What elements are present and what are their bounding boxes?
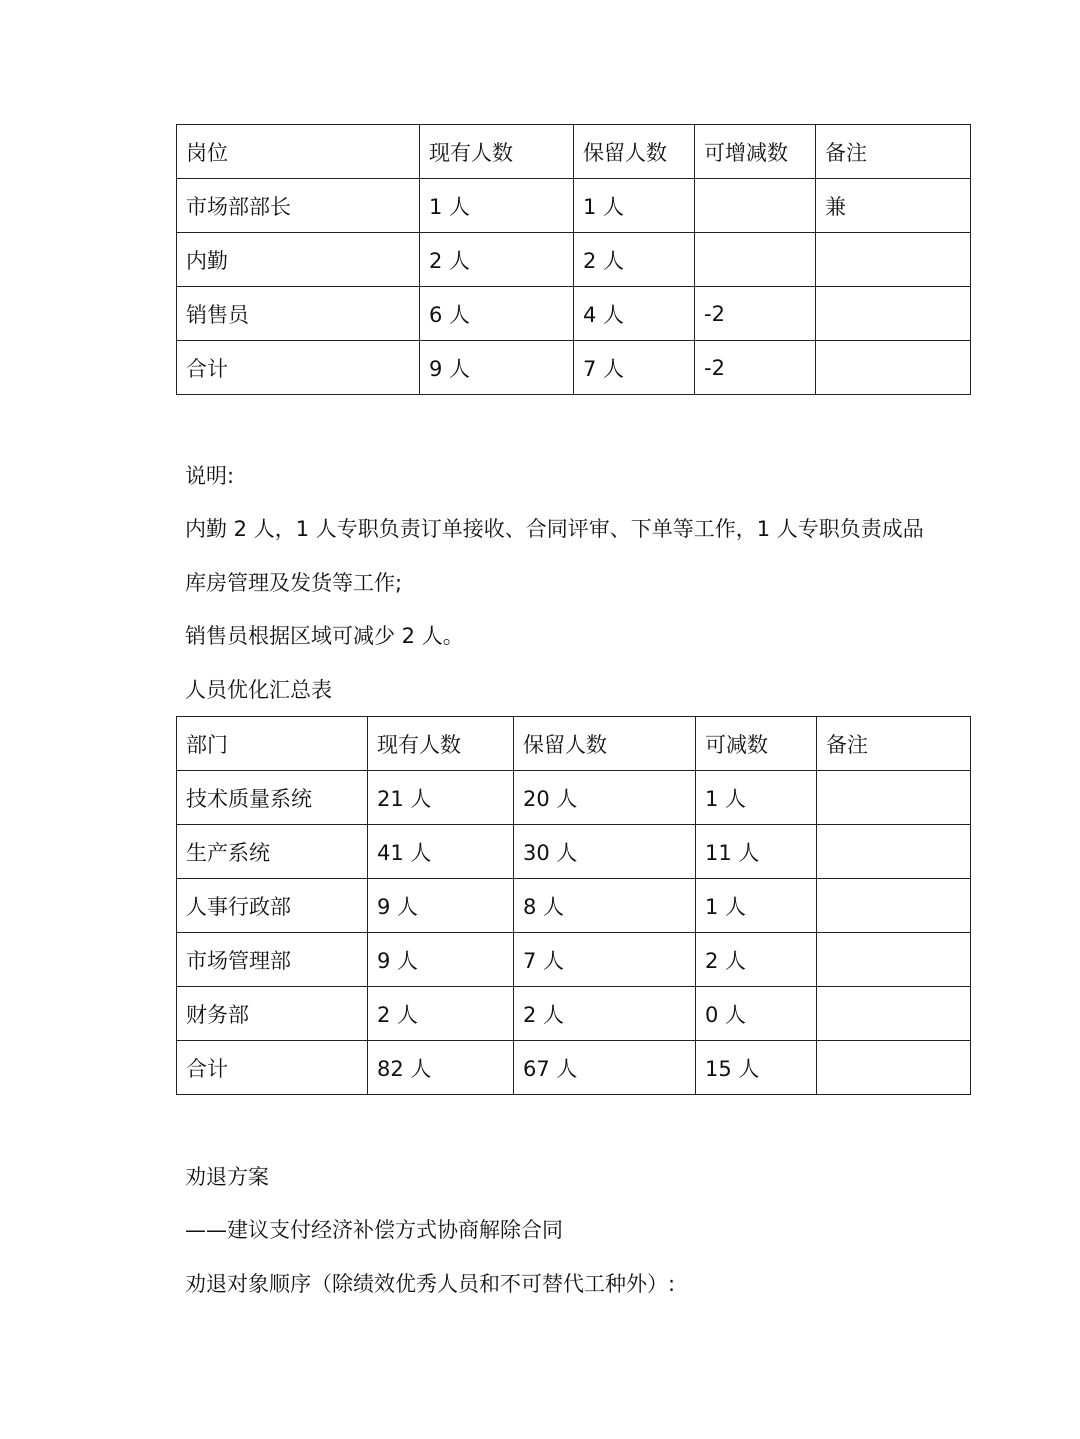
table-total-row [177,341,971,395]
table-cell: 2 人 [368,987,514,1041]
table-cell: 0 人 [696,987,817,1041]
table-cell: 20 人 [514,771,696,825]
header-cell: 现有人数 [368,717,514,771]
table-cell: 30 人 [514,825,696,879]
table-row [177,825,971,879]
table-cell: 合计 [177,341,420,395]
header-cell: 可减数 [696,717,817,771]
table-cell: 市场部部长 [177,179,420,233]
table-cell [817,1041,971,1095]
table-row [177,933,971,987]
notes-line: 内勤 2 人，1 人专职负责订单接收、合同评审、下单等工作，1 人专职负责成品 [185,517,924,541]
table-cell: 人事行政部 [177,879,368,933]
table-cell: 6 人 [420,287,574,341]
position-table [176,124,971,395]
plan-order: 劝退对象顺序（除绩效优秀人员和不可替代工种外）: [185,1272,676,1296]
table-cell: 兼 [816,179,971,233]
header-cell: 现有人数 [420,125,574,179]
table-cell: 财务部 [177,987,368,1041]
notes-line: 库房管理及发货等工作; [185,571,403,595]
table-cell: -2 [695,287,816,341]
table-cell: 67 人 [514,1041,696,1095]
table-cell: 2 人 [514,987,696,1041]
table-cell [816,341,971,395]
table-cell: 2 人 [696,933,817,987]
notes-line: 销售员根据区域可减少 2 人。 [185,624,464,648]
table-row [177,233,971,287]
table-cell: 合计 [177,1041,368,1095]
table-cell: 销售员 [177,287,420,341]
table-cell: 7 人 [514,933,696,987]
summary-title: 人员优化汇总表 [185,678,332,702]
table-cell [817,879,971,933]
header-cell: 保留人数 [574,125,695,179]
table-cell: 生产系统 [177,825,368,879]
table-cell [817,771,971,825]
header-cell: 备注 [817,717,971,771]
header-cell: 保留人数 [514,717,696,771]
header-cell: 可增减数 [695,125,816,179]
table-cell: 2 人 [420,233,574,287]
table-cell: 41 人 [368,825,514,879]
table-cell: 9 人 [368,933,514,987]
plan-title: 劝退方案 [185,1165,269,1189]
table-cell: 1 人 [696,879,817,933]
table-total-row [177,1041,971,1095]
table-row [177,987,971,1041]
summary-table [176,716,971,1095]
table-cell [695,179,816,233]
table-cell [816,233,971,287]
table-cell: 1 人 [420,179,574,233]
table-cell: 1 人 [574,179,695,233]
table-cell: 82 人 [368,1041,514,1095]
table-cell: 4 人 [574,287,695,341]
plan-subtitle: ——建议支付经济补偿方式协商解除合同 [185,1218,563,1242]
table-cell [817,987,971,1041]
table-cell: 技术质量系统 [177,771,368,825]
header-cell: 备注 [816,125,971,179]
table-cell: 7 人 [574,341,695,395]
header-cell: 部门 [177,717,368,771]
table-cell: 内勤 [177,233,420,287]
table-cell: 11 人 [696,825,817,879]
table-row [177,879,971,933]
table-header-row [177,125,971,179]
table-cell: 9 人 [368,879,514,933]
table-row [177,771,971,825]
table-cell [817,825,971,879]
table-cell [695,233,816,287]
table-row [177,287,971,341]
table-cell [817,933,971,987]
table-cell: 9 人 [420,341,574,395]
table-cell: 市场管理部 [177,933,368,987]
table-cell: 21 人 [368,771,514,825]
table-cell: -2 [695,341,816,395]
table-cell: 8 人 [514,879,696,933]
table-cell: 1 人 [696,771,817,825]
header-cell: 岗位 [177,125,420,179]
table-cell: 2 人 [574,233,695,287]
table-cell: 15 人 [696,1041,817,1095]
table-row [177,179,971,233]
table-cell [816,287,971,341]
table-header-row [177,717,971,771]
notes-title: 说明: [185,464,235,488]
